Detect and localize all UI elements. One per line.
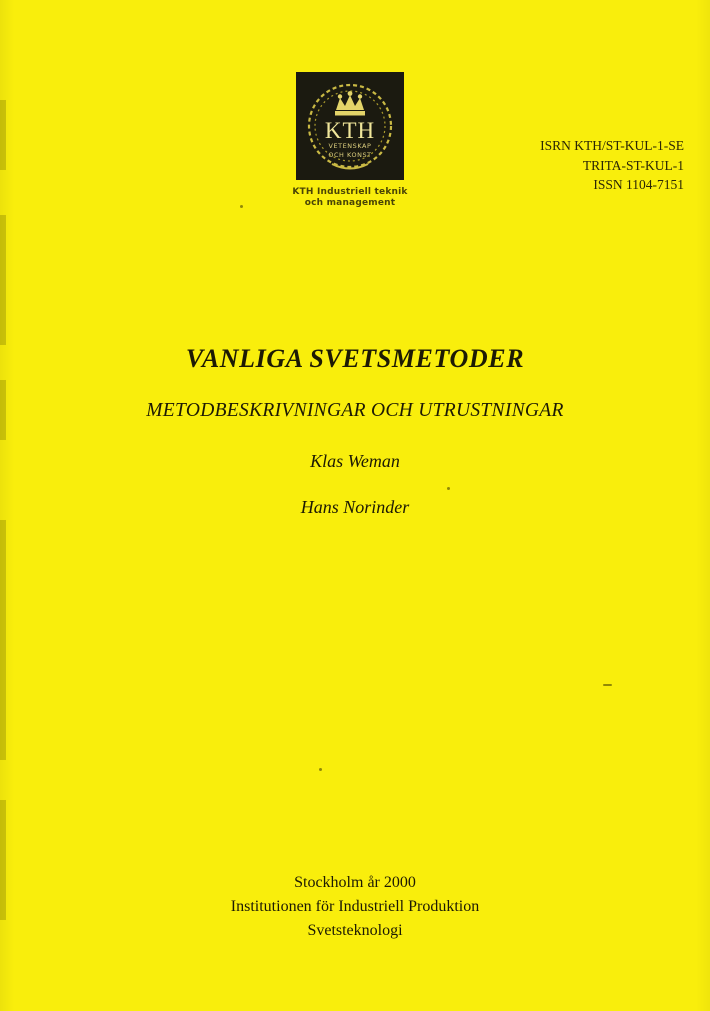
footer-line-division: Svetsteknologi: [307, 922, 403, 939]
kth-logo-block: [288, 72, 412, 209]
svg-text:VETENSKAP: VETENSKAP: [328, 142, 372, 150]
author-primary: Klas Weman: [310, 451, 400, 471]
logo-caption-line2: och management: [304, 198, 396, 208]
logo-caption: [288, 187, 412, 209]
footer-block: [0, 871, 710, 943]
author-secondary: Hans Norinder: [300, 497, 410, 517]
svg-text:KTH: KTH: [324, 118, 376, 143]
scan-speck: [240, 205, 243, 208]
title-block: [0, 344, 710, 518]
svg-text:OCH KONST: OCH KONST: [328, 151, 372, 159]
page-subtitle: METODBESKRIVNINGAR OCH UTRUSTNINGAR: [146, 400, 564, 421]
scan-edge-mark: [0, 100, 6, 170]
trita-code: TRITA-ST-KUL-1: [582, 157, 684, 173]
footer-line-city-year: Stockholm år 2000: [294, 874, 416, 891]
scan-edge-mark: [0, 215, 6, 345]
logo-caption-line1: KTH Industriell teknik: [292, 187, 408, 197]
scan-speck: [319, 768, 322, 771]
scan-speck: [603, 684, 612, 686]
footer-line-department: Institutionen för Industriell Produktion: [230, 898, 480, 915]
isrn-code: ISRN KTH/ST-KUL-1-SE: [540, 138, 684, 153]
kth-emblem-icon: [296, 72, 404, 180]
scan-edge-mark: [0, 520, 6, 760]
identifier-codes: [540, 136, 684, 195]
scan-speck: [447, 487, 450, 490]
issn-code: ISSN 1104-7151: [593, 177, 684, 192]
page-title: VANLIGA SVETSMETODER: [185, 344, 525, 373]
